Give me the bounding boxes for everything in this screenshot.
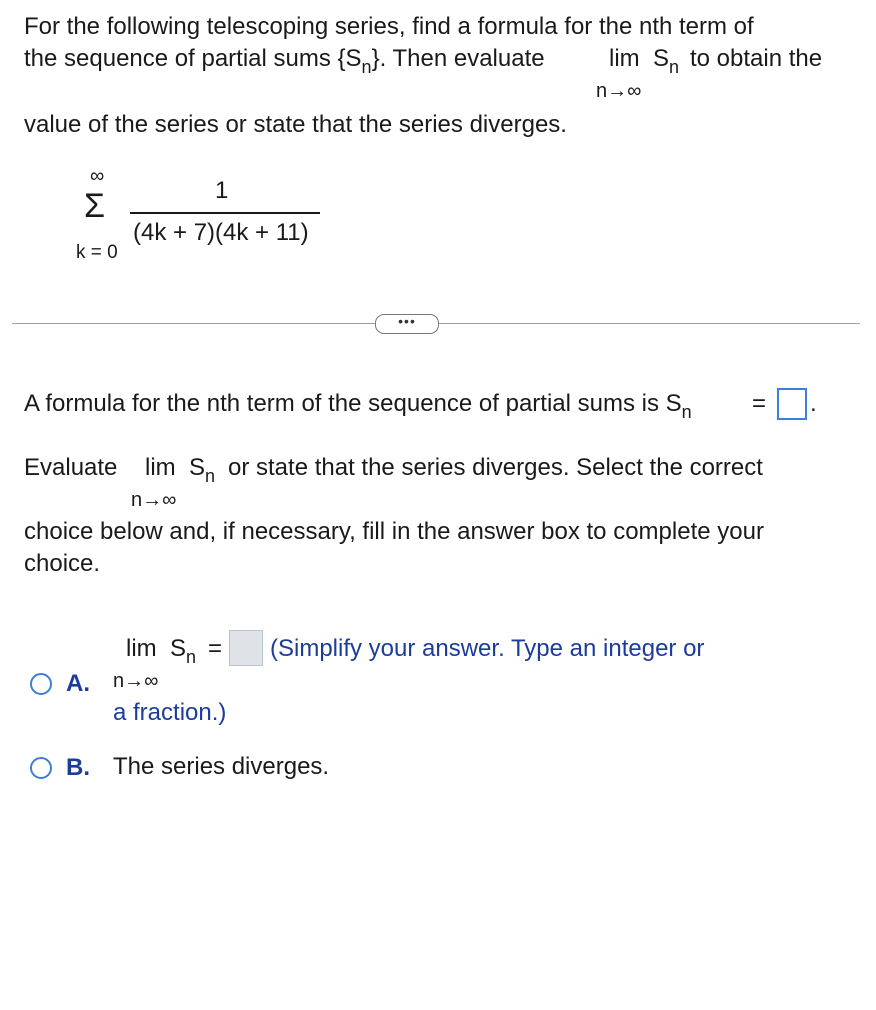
part2-line-1: or state that the series diverges. Select the correct xyxy=(228,454,763,481)
choice-a-hint-2: a fraction.) xyxy=(113,699,227,726)
limit-answer-box[interactable] xyxy=(229,630,263,666)
part2-evaluate: Evaluate xyxy=(24,454,118,481)
choice-b-radio[interactable] xyxy=(30,757,52,779)
question-line-2-end: to obtain the xyxy=(690,45,823,72)
choice-a-limit-under: n→∞ xyxy=(113,670,159,692)
part1-equals: = xyxy=(752,390,767,417)
part2-limit-under: n→∞ xyxy=(131,489,177,511)
part1-prompt: A formula for the nth term of the sequence of partial sums is $S_n$ xyxy=(24,390,692,422)
series-denominator: (4k + 7)(4k + 11) xyxy=(133,219,309,246)
part2-line-3: choice. xyxy=(24,550,101,577)
part2-limit: $\lim S_n$ xyxy=(145,454,216,486)
sigma-symbol: Σ xyxy=(84,187,106,225)
choice-a-limit: $\lim S_n$ xyxy=(126,635,197,667)
question-limit: $\lim S_n$ xyxy=(609,45,680,77)
choice-a-letter: A. xyxy=(66,670,90,697)
more-button[interactable]: ••• xyxy=(375,314,439,334)
series-lower-limit: k = 0 xyxy=(76,242,118,263)
choice-a-hint-1: (Simplify your answer. Type an integer or xyxy=(270,635,705,662)
partial-sum-answer-box[interactable] xyxy=(777,388,807,420)
choice-a-radio[interactable] xyxy=(30,673,52,695)
series-upper-limit: ∞ xyxy=(90,165,105,187)
question-line-1: For the following telescoping series, find a formula for the nth term of xyxy=(24,13,754,40)
question-line-3: value of the series or state that the series diverges. xyxy=(24,111,567,138)
choice-b-letter: B. xyxy=(66,754,90,781)
series-numerator: 1 xyxy=(215,177,229,204)
fraction-bar xyxy=(130,212,320,214)
question-line-2: the sequence of partial sums $\{S_n\}$. Then evaluate xyxy=(24,45,545,77)
question-limit-under: n→∞ xyxy=(596,80,642,102)
choice-a-equals: = xyxy=(208,635,223,662)
part1-period: . xyxy=(810,390,817,417)
choice-b-text: The series diverges. xyxy=(113,753,330,780)
part2-line-2: choice below and, if necessary, fill in the answer box to complete your xyxy=(24,518,764,545)
